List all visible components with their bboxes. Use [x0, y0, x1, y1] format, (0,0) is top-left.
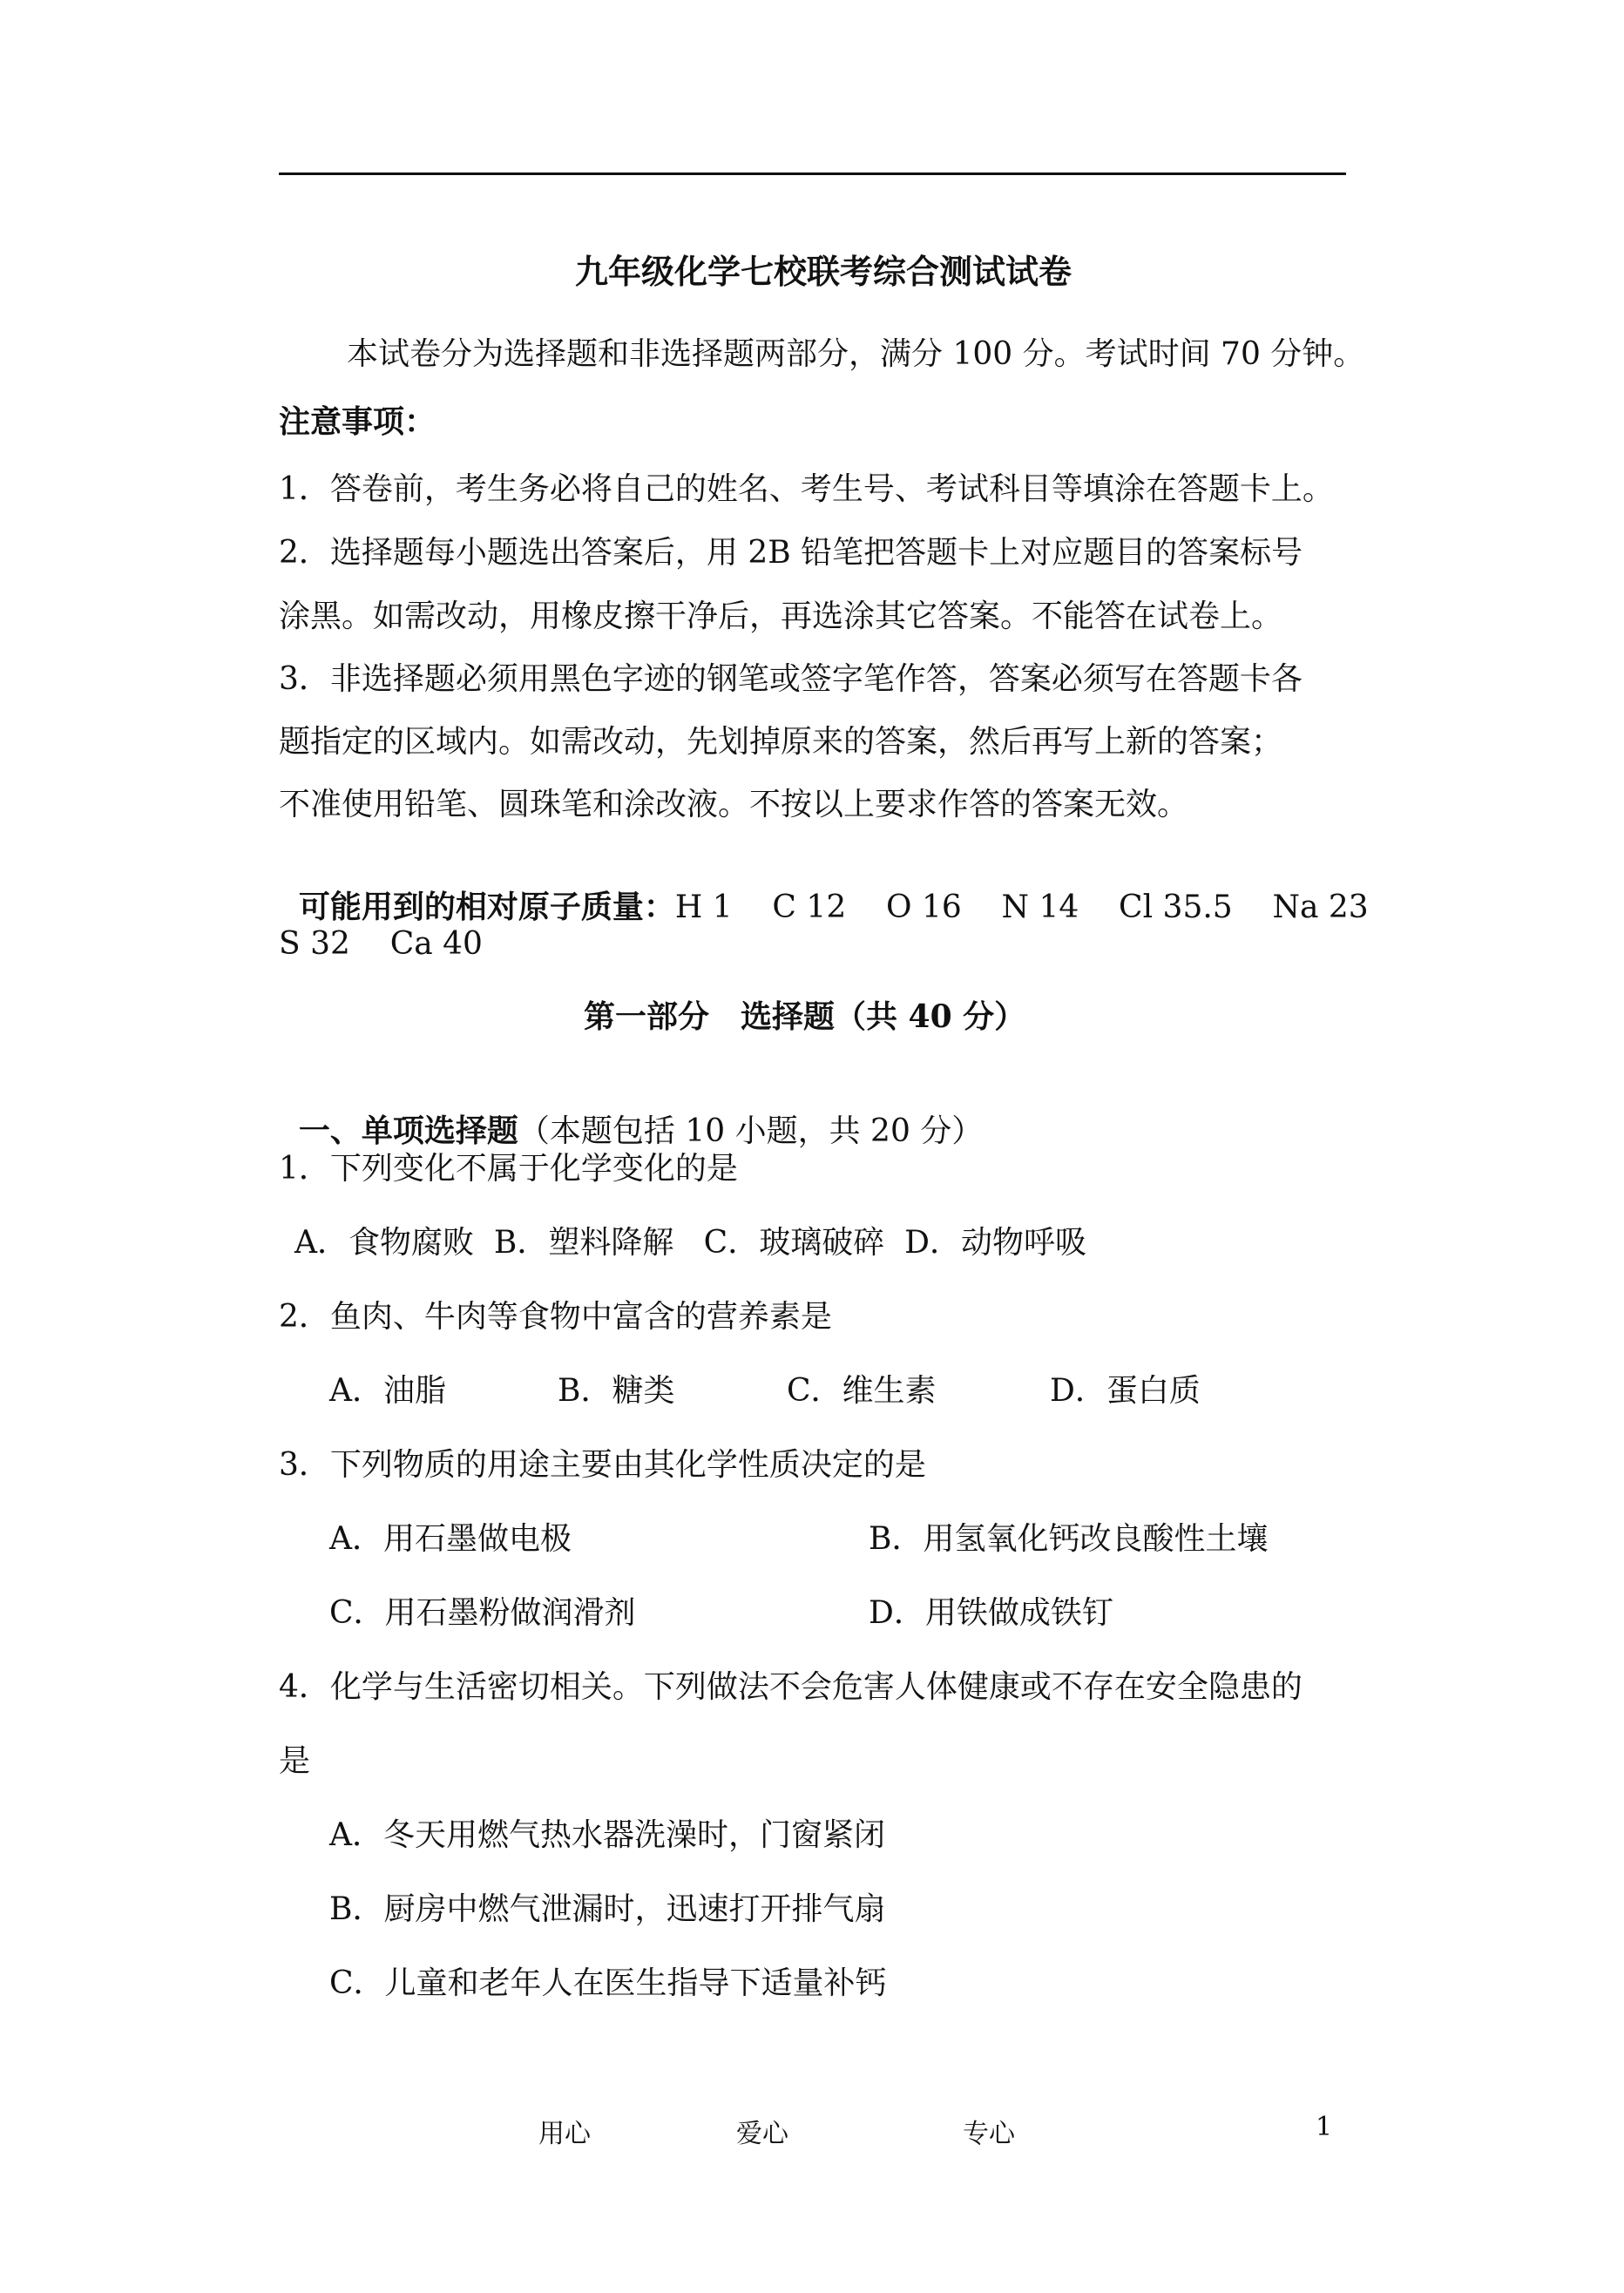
q4-stem-2: 是 [279, 1743, 311, 1779]
q2-option-a: A．油脂 [329, 1373, 446, 1409]
footer-word-3: 专心 [963, 2119, 1015, 2149]
q4-option-c: C．儿童和老年人在医生指导下适量补钙 [329, 1965, 887, 2001]
notes-heading: 注意事项： [279, 403, 436, 440]
note-2b: 涂黑。如需改动，用橡皮擦干净后，再选涂其它答案。不能答在试卷上。 [279, 599, 1283, 634]
note-1: 1．答卷前，考生务必将自己的姓名、考生号、考试科目等填涂在答题卡上。 [279, 471, 1334, 507]
footer-word-2: 爱心 [736, 2119, 788, 2149]
intro-text: 本试卷分为选择题和非选择题两部分，满分 100 分。考试时间 70 分钟。 [347, 336, 1365, 372]
note-3a: 3．非选择题必须用黑色字迹的钢笔或签字笔作答，答案必须写在答题卡各 [279, 661, 1303, 697]
q3-option-c: C．用石墨粉做润滑剂 [329, 1595, 636, 1631]
q1-options: A．食物腐败 B．塑料降解 C．玻璃破碎 D．动物呼吸 [294, 1225, 1086, 1261]
q2-option-b: B．糖类 [558, 1373, 675, 1409]
page-title: 九年级化学七校联考综合测试试卷 [575, 252, 1073, 291]
atomic-mass-values: H 1 C 12 O 16 N 14 Cl 35.5 Na 23 [674, 889, 1369, 925]
q3-option-b: B．用氢氧化钙改良酸性土壤 [869, 1521, 1269, 1557]
q1-stem: 1．下列变化不属于化学变化的是 [279, 1151, 738, 1187]
q3-option-d: D．用铁做成铁钉 [869, 1595, 1113, 1631]
header-rule [279, 172, 1346, 175]
q2-stem: 2．鱼肉、牛肉等食物中富含的营养素是 [279, 1299, 832, 1335]
q4-option-b: B．厨房中燃气泄漏时，迅速打开排气扇 [329, 1891, 886, 1927]
part1-heading: 第一部分 选择题（共 40 分） [584, 998, 1026, 1035]
q3-option-a: A．用石墨做电极 [329, 1521, 572, 1557]
atomic-mass-line [279, 849, 1369, 927]
footer-word-1: 用心 [538, 2119, 591, 2149]
q4-option-a: A．冬天用燃气热水器洗澡时，门窗紧闭 [329, 1817, 885, 1853]
q3-stem: 3．下列物质的用途主要由其化学性质决定的是 [279, 1447, 926, 1483]
note-2a: 2．选择题每小题选出答案后，用 2B 铅笔把答题卡上对应题目的答案标号 [279, 535, 1303, 571]
q4-stem-1: 4．化学与生活密切相关。下列做法不会危害人体健康或不存在安全隐患的 [279, 1669, 1303, 1705]
q2-option-d: D．蛋白质 [1050, 1373, 1201, 1409]
atomic-mass-label: 可能用到的相对原子质量： [298, 889, 675, 925]
q2-option-c: C．维生素 [787, 1373, 937, 1409]
note-3b: 题指定的区域内。如需改动，先划掉原来的答案，然后再写上新的答案； [279, 724, 1283, 760]
section-note: （本题包括 10 小题，共 20 分） [518, 1113, 984, 1149]
section-label: 一、单项选择题 [298, 1113, 518, 1149]
page-number: 1 [1316, 2112, 1333, 2142]
section-heading [279, 1073, 983, 1151]
atomic-mass-values-2: S 32 Ca 40 [279, 926, 483, 962]
note-3c: 不准使用铅笔、圆珠笔和涂改液。不按以上要求作答的答案无效。 [279, 787, 1189, 822]
